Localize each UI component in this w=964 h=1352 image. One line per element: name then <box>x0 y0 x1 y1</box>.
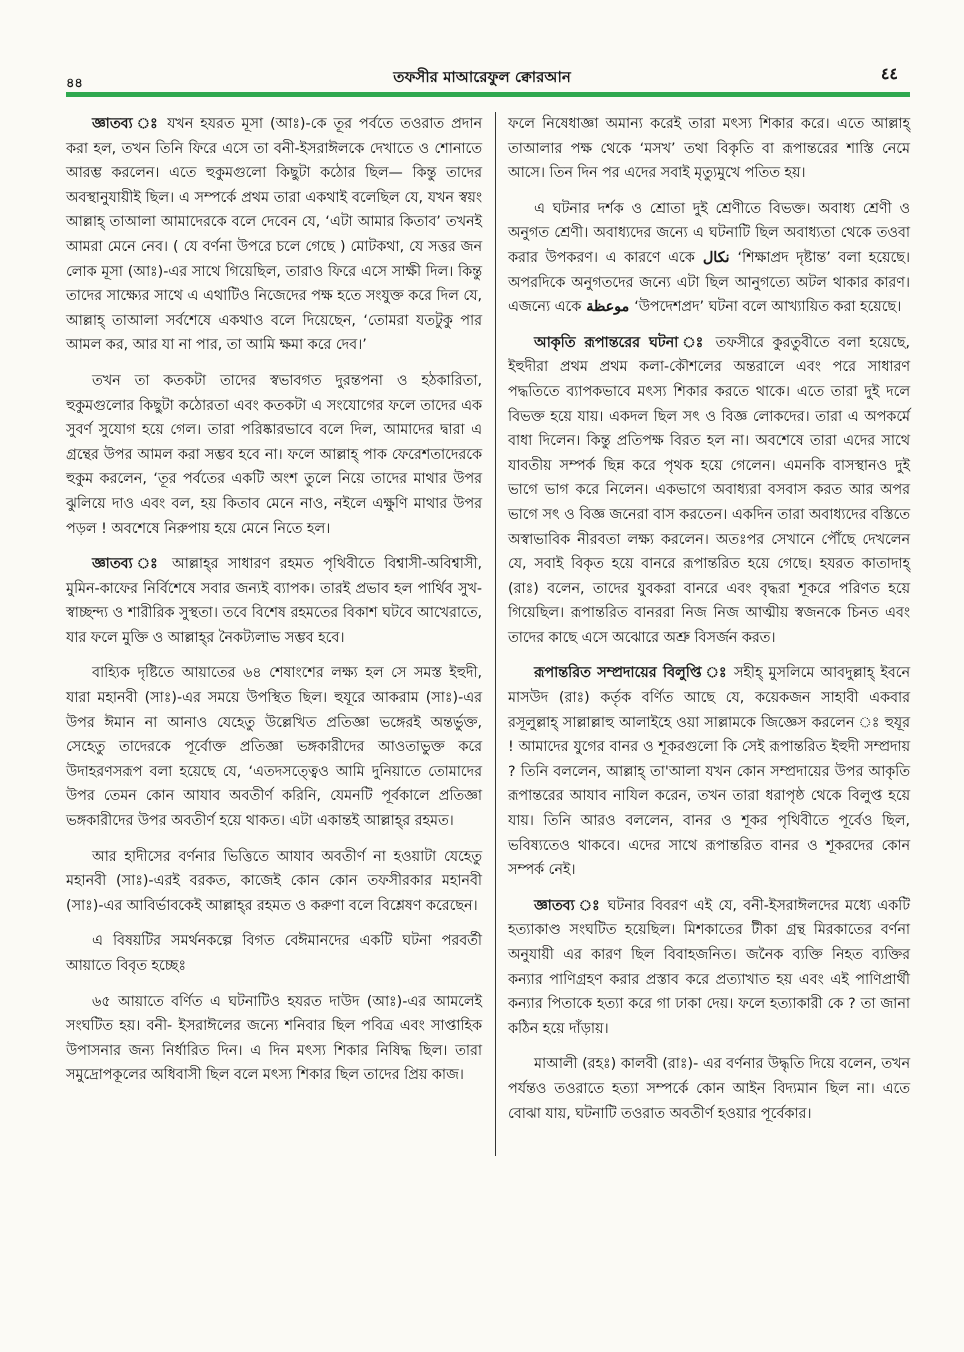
header-rule <box>66 92 910 97</box>
paragraph-text: তফসীরে কুরতুবীতে বলা হয়েছে, ইহুদীরা প্রথম প্রথম কলা-কৌশলের অন্তরালে এবং পরে সাধারণ পদ্ধতিতে ব্যাপকভাবে মৎস্য শিকার করতে থাকে। এতে তারা দুই দলে বিভক্ত হয়ে যায়। একদল ছিল সৎ ও বিজ্ঞ লোকদের। তারা এ অপকর্মে বাধা দিলেন। কিন্তু প্রতিপক্ষ বিরত হল না। অবশেষে তারা এদের সাথে যাবতীয় সম্পর্ক ছিন্ন করে পৃথক হয়ে গেলেন। এমনকি বাসস্থানও দুই ভাগে ভাগ করে নিলেন। একভাগে অবাধ্যরা বসবাস করত আর অপর ভাগে সৎ ও বিজ্ঞ জনেরা বাস করতেন। একদিন তারা অবাধ্যদের বস্তিতে অস্বাভাবিক নীরবতা লক্ষ্য করলেন। অতঃপর সেখানে পৌঁছে দেখলেন যে, সবাই বিকৃত হয়ে বানরে রূপান্তরিত হয়ে গেছে। হযরত কাতাদাহ্‌ (রাঃ) বলেন, তাদের যুবকরা বানরে এবং বৃদ্ধরা শূকরে পরিণত হয়ে গিয়েছিল। রূপান্তরিত বানররা নিজ নিজ আত্মীয় স্বজনকে চিনত এবং তাদের কাছে এসে অঝোরে অশ্রু বিসর্জন করত। <box>508 334 911 646</box>
paragraph-lead: জ্ঞাতব্য ঃ <box>534 897 602 914</box>
paragraph <box>66 990 482 1088</box>
paragraph-text: ‘শিক্ষাপ্রদ দৃষ্টান্ত’ বলা হয়েছে। অপরদিকে অনুগতদের জন্যে এটা ছিল আনুগত্যে অটল থাকার কারণ। এজন্যে একে <box>508 249 910 316</box>
column-divider <box>495 112 496 1156</box>
paragraph <box>508 112 910 186</box>
paragraph <box>508 331 910 651</box>
paragraph-text: ফলে নিষেধাজ্ঞা অমান্য করেই তারা মৎস্য শিকার করে। এতে আল্লাহ্‌ তাআলার পক্ষ থেকে ‘মসখ’ তথা বিকৃতি বা রূপান্তরের শাস্তি নেমে আসে। তিন দিন পর এদের সবাই মৃত্যুমুখে পতিত হয়। <box>508 116 910 182</box>
page-number-right: ٤٤ <box>880 64 898 83</box>
paragraph <box>66 369 482 541</box>
paragraph-text: যখন হযরত মূসা (আঃ)-কে তূর পর্বতে তওরাত প্রদান করা হল, তখন তিনি ফিরে এসে তা বনী-ইসরাঈলকে দেখাতে ও শোনাতে আরম্ভ করলেন। এতে হুকুমগুলো কিছুটা কঠোর ছিল— কিন্তু তাদের অবস্থানুযায়ীই ছিল। এ সম্পর্কে প্রথম তারা একথাই বলেছিল যে, যখন স্বয়ং আল্লাহ্‌ তাআলা আমাদেরকে বলে দেবেন যে, ‘এটা আমার কিতাব’ তখনই আমরা মেনে নেব। ( যে বর্ণনা উপরে চলে গেছে ) মোটকথা, যে সত্তর জন লোক মূসা (আঃ)-এর সাথে গিয়েছিল, তারাও ফিরে এসে সাক্ষী দিল। কিন্তু তাদের সাক্ষ্যের সাথে এ এথাটিও নিজেদের পক্ষ হতে সংযুক্ত করে দিল যে, আল্লাহ্‌ তাআলা সর্বশেষে একথাও বলে দিয়েছেন, ‘তোমরা যতটুকু পার আমল কর, আর যা না পার, তা আমি ক্ষমা করে দেব।’ <box>66 116 482 354</box>
paragraph-text: ‘উপদেশপ্রদ’ ঘটনা বলে আখ্যায়িত করা হয়েছে। <box>634 299 902 316</box>
arabic-term-nakal: نكال <box>694 249 738 266</box>
paragraph-text: বাহ্যিক দৃষ্টিতে আয়াতের ৬৪ শেষাংশের লক্ষ্য হল সে সমস্ত ইহুদী, যারা মহানবী (সাঃ)-এর সময়ে উপস্থিত ছিল। হুযূরে আকরাম (সাঃ)-এর উপর ঈমান না আনাও যেহেতু উল্লেখিত প্রতিজ্ঞা ভঙ্গেরই অন্তর্ভুক্ত, সেহেতু তাদেরকে পূর্বোক্ত প্রতিজ্ঞা ভঙ্গকারীদের আওতাভুক্ত করে উদাহরণসরূপ বলা হয়েছে যে, ‘এতদসত্ত্বেও আমি দুনিয়াতে তোমাদের উপর তেমন কোন আযাব অবতীর্ণ করিনি, যেমনটি পূর্বকালে প্রতিজ্ঞা ভঙ্গকারীদের উপর অবতীর্ণ হয়ে থাকত। এটা একান্তই আল্লাহ্‌র রহমত। <box>66 665 482 830</box>
paragraph-text: ৬৫ আয়াতে বর্ণিত এ ঘটনাটিও হযরত দাউদ (আঃ)-এর আমলেই সংঘটিত হয়। বনী- ইসরাঈলের জন্যে শনিবার ছিল পবিত্র এবং সাপ্তাহিক উপাসনার জন্য নির্ধারিত দিন। এ দিন মৎস্য শিকার নিষিদ্ধ ছিল। তারা সমুদ্রোপকূলের অধিবাসী ছিল বলে মৎস্য শিকার ছিল তাদের প্রিয় কাজ। <box>66 993 482 1084</box>
paragraph <box>66 845 482 919</box>
paragraph-text: সহীহ্‌ মুসলিমে আবদুল্লাহ্‌ ইবনে মাসউদ (রাঃ) কর্তৃক বর্ণিত আছে যে, কয়েকজন সাহাবী একবার রসূলুল্লাহ্‌ সাল্লাল্লাহু আলাইহে ওয়া সাল্লামকে জিজ্ঞেস করলেন ঃ হুযূর ! আমাদের যুগের বানর ও শূকরগুলো কি সেই রূপান্তরিত ইহুদী সম্প্রদায় ? তিনি বললেন, আল্লাহ্‌ তা'আলা যখন কোন সম্প্রদায়ের উপর আকৃতি রূপান্তরের আযাব নাযিল করেন, তখন তারা ধরাপৃষ্ঠ থেকে বিলুপ্ত হয়ে যায়। তিনি আরও বললেন, বানর ও শূকর পৃথিবীতে পূর্বেও ছিল, ভবিষ্যতেও থাকবে। এদের সাথে রূপান্তরিত বানর ও শূকরদের কোন সম্পর্ক নেই। <box>508 665 910 879</box>
paragraph <box>508 661 910 882</box>
paragraph-text: আল্লাহ্‌র সাধারণ রহমত পৃথিবীতে বিশ্বাসী-অবিশ্বাসী, মুমিন-কাফের নির্বিশেষে সবার জন্যই ব্যাপক। তারই প্রভাব হল পার্থিব সুখ-স্বাচ্ছন্দ্য ও শারীরিক সুস্থতা। তবে বিশেষ রহমতের বিকাশ ঘটবে আখেরাতে, যার ফলে মুক্তি ও আল্লাহ্‌র নৈকট্যলাভ সম্ভব হবে। <box>66 556 482 646</box>
paragraph-lead: জ্ঞাতব্য ঃ <box>92 116 161 132</box>
paragraph-lead: আকৃতি রূপান্তরের ঘটনা ঃ <box>534 334 708 351</box>
paragraph-text: আর হাদীসের বর্ণনার ভিত্তিতে আযাব অবতীর্ণ না হওয়াটা যেহেতু মহানবী (সাঃ)-এরই বরকত, কাজেই কোন কোন তফসীরকার মহানবী (সাঃ)-এর আবির্ভাবকেই আল্লাহ্‌র রহমত ও করুণা বলে বিশ্লেষণ করেছেন। <box>66 848 482 914</box>
paragraph <box>66 552 482 650</box>
paragraph <box>508 197 910 320</box>
paragraph-text: তখন তা কতকটা তাদের স্বভাবগত দুরন্তপনা ও হঠকারিতা, হুকুমগুলোর কিছুটা কঠোরতা এবং কতকটা এ সংযোগের ফলে তাদের এক সুবর্ণ সুযোগ হয়ে গেল। তারা পরিষ্কারভাবে বলে দিল, আমাদের দ্বারা এ গ্রন্থের উপর আমল করা সম্ভব হবে না। ফলে আল্লাহ্‌ পাক ফেরেশতাদেরকে হুকুম করলেন, ‘তূর পর্বতের একটি অংশ তুলে নিয়ে তাদের মাথার উপর ঝুলিয়ে দাও এবং বল, হয় কিতাব মেনে নাও, নইলে এক্ষুণি মাথার উপর পড়ল ! অবশেষে নিরুপায় হয়ে মেনে নিতে হল। <box>66 372 482 537</box>
paragraph <box>66 661 482 833</box>
page-number-left: ৪৪ <box>66 76 83 91</box>
paragraph <box>508 894 910 1042</box>
right-column <box>508 112 910 1137</box>
paragraph-text: এ ঘটনার দর্শক ও শ্রোতা দুই শ্রেণীতে বিভক্ত। অবাধ্য শ্রেণী ও অনুগত শ্রেণী। অবাধ্যদের জন্যে এ ঘটনাটি ছিল অবাধ্যতা থেকে তওবা করার উপকরণ। এ কারণে একে <box>508 200 910 266</box>
paragraph-lead: জ্ঞাতব্য ঃ <box>92 556 163 573</box>
paragraph-text: ঘটনার বিবরণ এই যে, বনী-ইসরাঈলদের মধ্যে একটি হত্যাকাণ্ড সংঘটিত হয়েছিল। মিশকাতের টীকা গ্রন্থ মিরকাতের বর্ণনা অনুযায়ী এর কারণ ছিল বিবাহজনিত। জনৈক ব্যক্তি নিহত ব্যক্তির কন্যার পাণিগ্রহণ করার প্রস্তাব করে প্রত্যাখাত হয় এবং এই পাণিপ্রার্থী কন্যার পিতাকে হত্যা করে গা ঢাকা দেয়। ফলে হত্যাকারী কে ? তা জানা কঠিন হয়ে দাঁড়ায়। <box>508 897 910 1037</box>
paragraph-text: মাআলী (রহঃ) কালবী (রাঃ)- এর বর্ণনার উদ্ধৃতি দিয়ে বলেন, তখন পর্যন্তও তওরাতে হত্যা সম্পর্কে কোন আইন বিদ্যমান ছিল না। এতে বোঝা যায়, ঘটনাটি তওরাত অবতীর্ণ হওয়ার পূর্বেকার। <box>508 1056 910 1122</box>
running-title: তফসীর মাআরেফুল ক্বোরআন <box>393 68 571 86</box>
paragraph-lead: রূপান্তরিত সম্প্রদায়ের বিলুপ্তি ঃ <box>534 665 728 682</box>
paragraph-text: এ বিষয়টির সমর্থনকল্পে বিগত বেঈমানদের একটি ঘটনা পরবর্তী আয়াতে বিবৃত হচ্ছেঃ <box>66 933 482 974</box>
left-column <box>66 112 482 1099</box>
paragraph <box>66 112 482 358</box>
paragraph <box>66 929 482 978</box>
paragraph <box>508 1052 910 1126</box>
arabic-term-mauiza: موعظة <box>581 299 635 316</box>
